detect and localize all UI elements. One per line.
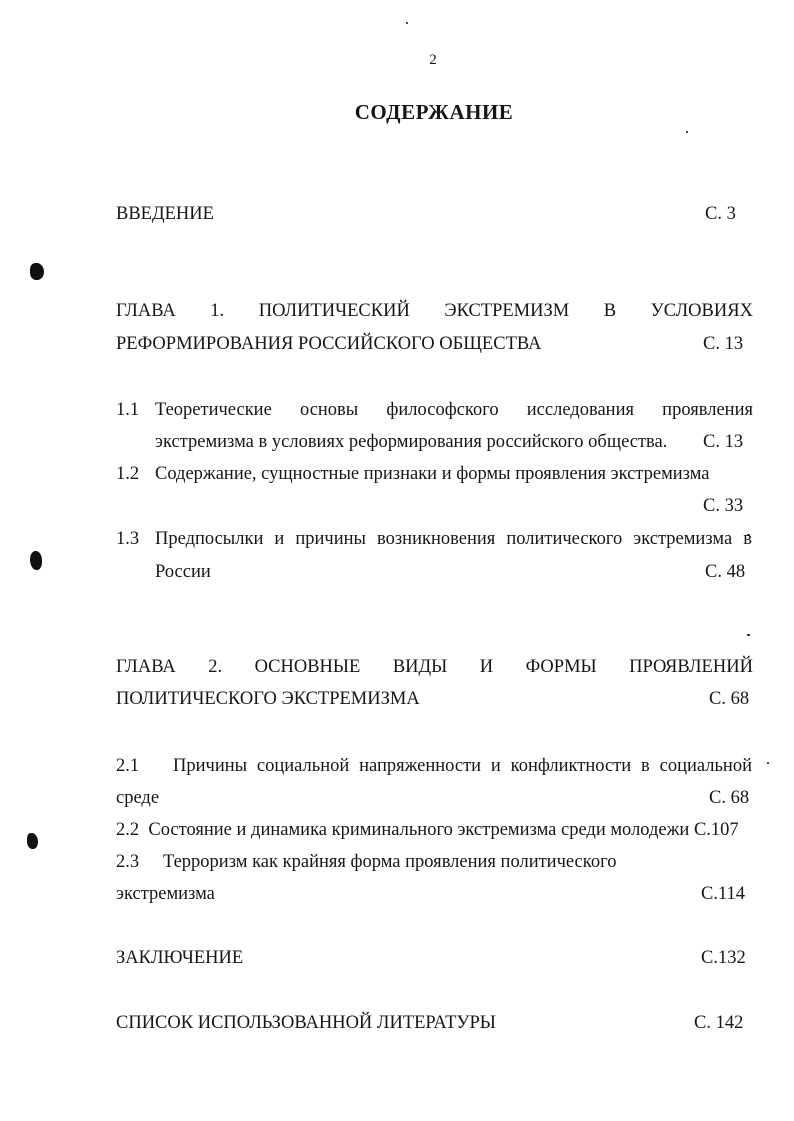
section-1-1-page: С. 13 [703, 432, 744, 452]
toc-conclusion-label: ЗАКЛЮЧЕНИЕ [116, 948, 244, 968]
section-1-1-line2: экстремизма в условиях реформирования российского общества. [155, 432, 668, 452]
chapter2-page: С. 68 [709, 689, 750, 709]
section-1-3-page: С. 48 [705, 562, 746, 582]
scan-blemish [30, 263, 44, 280]
section-word: в [743, 529, 752, 549]
section-word: Теоретические [155, 400, 272, 420]
section-word: Предпосылки [155, 529, 264, 549]
section-2-1-line2: среде [116, 788, 160, 808]
section-word: экстремизма [633, 529, 733, 549]
section-word: политического [506, 529, 623, 549]
toc-conclusion-page: С.132 [701, 948, 746, 968]
section-1-3-line2: России [155, 562, 211, 582]
heading-word: ПОЛИТИЧЕСКИЙ [258, 301, 410, 321]
scan-speck [767, 762, 769, 764]
section-number: 1.1 [116, 400, 140, 420]
scan-speck [686, 131, 688, 133]
section-word: социальной [256, 756, 350, 776]
section-word: Причины [173, 756, 248, 776]
section-2-2-line: 2.2 Состояние и динамика криминального экстремизма среди молодежи С.107 [116, 820, 739, 840]
heading-word: ГЛАВА [116, 301, 176, 321]
section-2-3-line2: экстремизма [116, 884, 215, 904]
page-number: 2 [429, 52, 437, 68]
heading-word: УСЛОВИЯХ [650, 301, 753, 321]
heading-word: ОСНОВНЫЕ [254, 657, 361, 677]
section-number: 1.3 [116, 529, 140, 549]
section-2-1-line1 [173, 757, 752, 776]
toc-intro-label: ВВЕДЕНИЕ [116, 204, 214, 224]
scan-blemish [27, 833, 38, 849]
heading-word: ПРОЯВЛЕНИЙ [629, 657, 753, 677]
section-word: возникновения [377, 529, 496, 549]
section-word: социальной [659, 756, 752, 776]
toc-bibliography-label: СПИСОК ИСПОЛЬЗОВАННОЙ ЛИТЕРАТУРЫ [116, 1013, 496, 1033]
section-word: философского [386, 400, 499, 420]
section-2-3-page: С.114 [701, 884, 746, 904]
section-2-1-page: С. 68 [709, 788, 750, 808]
chapter1-heading-line2: РЕФОРМИРОВАНИЯ РОССИЙСКОГО ОБЩЕСТВА [116, 334, 542, 354]
section-1-2-page: С. 33 [703, 496, 744, 516]
section-word: исследования [526, 400, 634, 420]
heading-word: И [479, 657, 494, 677]
heading-word: 1. [210, 301, 225, 321]
section-1-2-line1: Содержание, сущностные признаки и формы проявления экстремизма [155, 464, 710, 484]
heading-word: ВИДЫ [392, 657, 448, 677]
section-1-3-line1 [155, 530, 752, 549]
section-number: 2.3 [116, 852, 140, 872]
section-word: напряженности [359, 756, 482, 776]
section-number: 2.1 [116, 756, 140, 776]
section-1-1-line1 [155, 401, 753, 420]
section-word: конфликтности [510, 756, 632, 776]
heading-word: ЭКСТРЕМИЗМ [444, 301, 570, 321]
section-2-3-line1: Терроризм как крайняя форма проявления политического [163, 852, 617, 872]
chapter2-heading-line2: ПОЛИТИЧЕСКОГО ЭКСТРЕМИЗМА [116, 689, 420, 709]
chapter1-heading-line1 [116, 302, 753, 321]
chapter1-page: С. 13 [703, 334, 744, 354]
scan-blemish [30, 551, 42, 570]
heading-word: ФОРМЫ [525, 657, 597, 677]
section-word: в [641, 756, 650, 776]
section-word: проявления [662, 400, 753, 420]
section-word: и [490, 756, 501, 776]
scan-speck [406, 22, 408, 24]
page-title: СОДЕРЖАНИЕ [354, 100, 514, 124]
section-word: и [274, 529, 285, 549]
section-number: 1.2 [116, 464, 140, 484]
heading-word: 2. [208, 657, 223, 677]
toc-bibliography-page: С. 142 [694, 1013, 744, 1033]
heading-word: ГЛАВА [116, 657, 176, 677]
section-word: основы [299, 400, 359, 420]
toc-intro-page: С. 3 [705, 204, 736, 224]
scan-speck [747, 634, 750, 636]
section-word: причины [295, 529, 366, 549]
chapter2-heading-line1 [116, 658, 753, 677]
heading-word: В [603, 301, 617, 321]
